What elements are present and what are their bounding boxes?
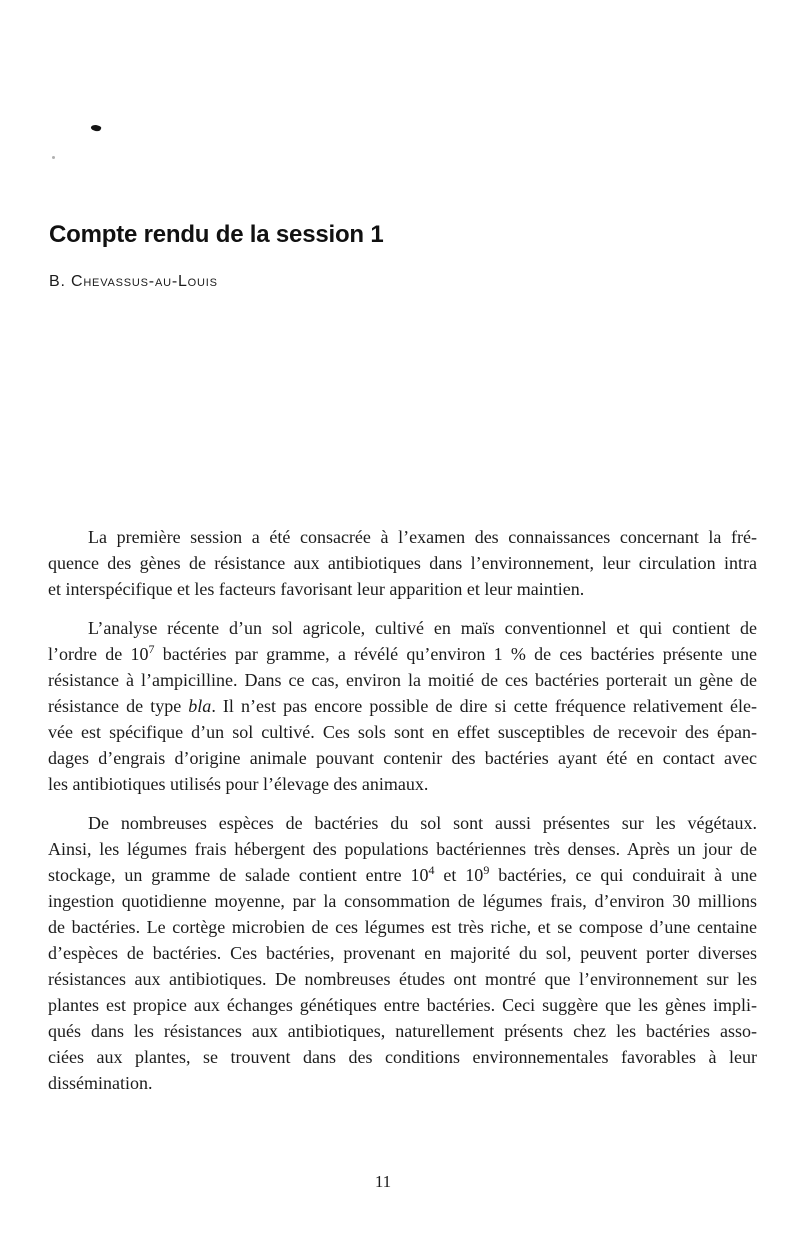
paragraph (48, 524, 757, 602)
text-segment: qués dans les résistances aux antibiotiques, naturellement présents chez les bactéries asso- (48, 1021, 757, 1041)
text-line (48, 693, 757, 719)
text-segment: Ainsi, les légumes frais hébergent des populations bactériennes très denses. Après un jour de (48, 839, 757, 859)
text-segment: ciées aux plantes, se trouvent dans des conditions environnementales favorables à leur (48, 1047, 757, 1067)
text-segment: bactéries par gramme, a révélé qu’environ 1 % de ces bactéries présente une (154, 644, 757, 664)
text-line (48, 810, 757, 836)
text-line (48, 836, 757, 862)
text-segment: dissémination. (48, 1073, 153, 1093)
text-line (48, 576, 757, 602)
text-segment: d’espèces de bactéries. Ces bactéries, provenant en majorité du sol, peuvent porter diverses (48, 943, 757, 963)
text-segment: bactéries, ce qui conduirait à une (489, 865, 757, 885)
superscript-exponent: 9 (483, 863, 490, 877)
scan-dust-dot (52, 156, 55, 159)
text-line (48, 771, 757, 797)
text-segment: ingestion quotidienne moyenne, par la consommation de légumes frais, d’environ 30 millions (48, 891, 757, 911)
body-text (48, 524, 757, 1109)
italic-term: bla (188, 696, 212, 716)
scan-speck-mark (90, 124, 101, 133)
text-segment: et interspécifique et les facteurs favorisant leur apparition et leur maintien. (48, 579, 585, 599)
text-segment: résistances aux antibiotiques. De nombreuses études ont montré que l’environnement sur les (48, 969, 757, 989)
text-line (48, 641, 757, 667)
text-segment: résistance à l’ampicilline. Dans ce cas, environ la moitié de ces bactéries porterait un gène de (48, 670, 757, 690)
text-line (48, 1044, 757, 1070)
text-segment: De nombreuses espèces de bactéries du sol sont aussi présentes sur les végétaux. (88, 813, 757, 833)
text-line (48, 524, 757, 550)
text-line (48, 615, 757, 641)
text-segment: plantes est propice aux échanges génétiques entre bactéries. Ceci suggère que les gènes impli- (48, 995, 757, 1015)
paragraph (48, 810, 757, 1096)
text-line (48, 940, 757, 966)
text-segment: les antibiotiques utilisés pour l’élevage des animaux. (48, 774, 429, 794)
text-segment: quence des gènes de résistance aux antibiotiques dans l’environnement, leur circulation intra (48, 553, 757, 573)
text-segment: L’analyse récente d’un sol agricole, cultivé en maïs conventionnel et qui contient de (88, 618, 757, 638)
superscript-exponent: 7 (148, 642, 155, 656)
text-line (48, 992, 757, 1018)
text-line (48, 914, 757, 940)
author-name: B. Chevassus-au-Louis (49, 273, 218, 290)
paragraph (48, 615, 757, 797)
text-line (48, 745, 757, 771)
section-title: Compte rendu de la session 1 (49, 221, 384, 248)
text-segment: . Il n’est pas encore possible de dire si cette fréquence relativement éle- (211, 696, 757, 716)
text-segment: vée est spécifique d’un sol cultivé. Ces sols sont en effet susceptibles de recevoir des épan- (48, 722, 757, 742)
text-line (48, 1070, 757, 1096)
text-segment: dages d’engrais d’origine animale pouvant contenir des bactéries ayant été en contact avec (48, 748, 757, 768)
text-line (48, 719, 757, 745)
text-line (48, 862, 757, 888)
text-line (48, 888, 757, 914)
superscript-exponent: 4 (428, 863, 435, 877)
text-segment: de bactéries. Le cortège microbien de ces légumes est très riche, et se compose d’une centaine (48, 917, 757, 937)
page-number: 11 (374, 1172, 392, 1191)
text-segment: stockage, un gramme de salade contient entre 10 (48, 865, 429, 885)
text-segment: résistance de type (48, 696, 189, 716)
text-line (48, 1018, 757, 1044)
text-line (48, 966, 757, 992)
text-line (48, 667, 757, 693)
text-segment: l’ordre de 10 (48, 644, 149, 664)
text-segment: et 10 (434, 865, 484, 885)
text-line (48, 550, 757, 576)
text-segment: La première session a été consacrée à l’examen des connaissances concernant la fré- (88, 527, 757, 547)
